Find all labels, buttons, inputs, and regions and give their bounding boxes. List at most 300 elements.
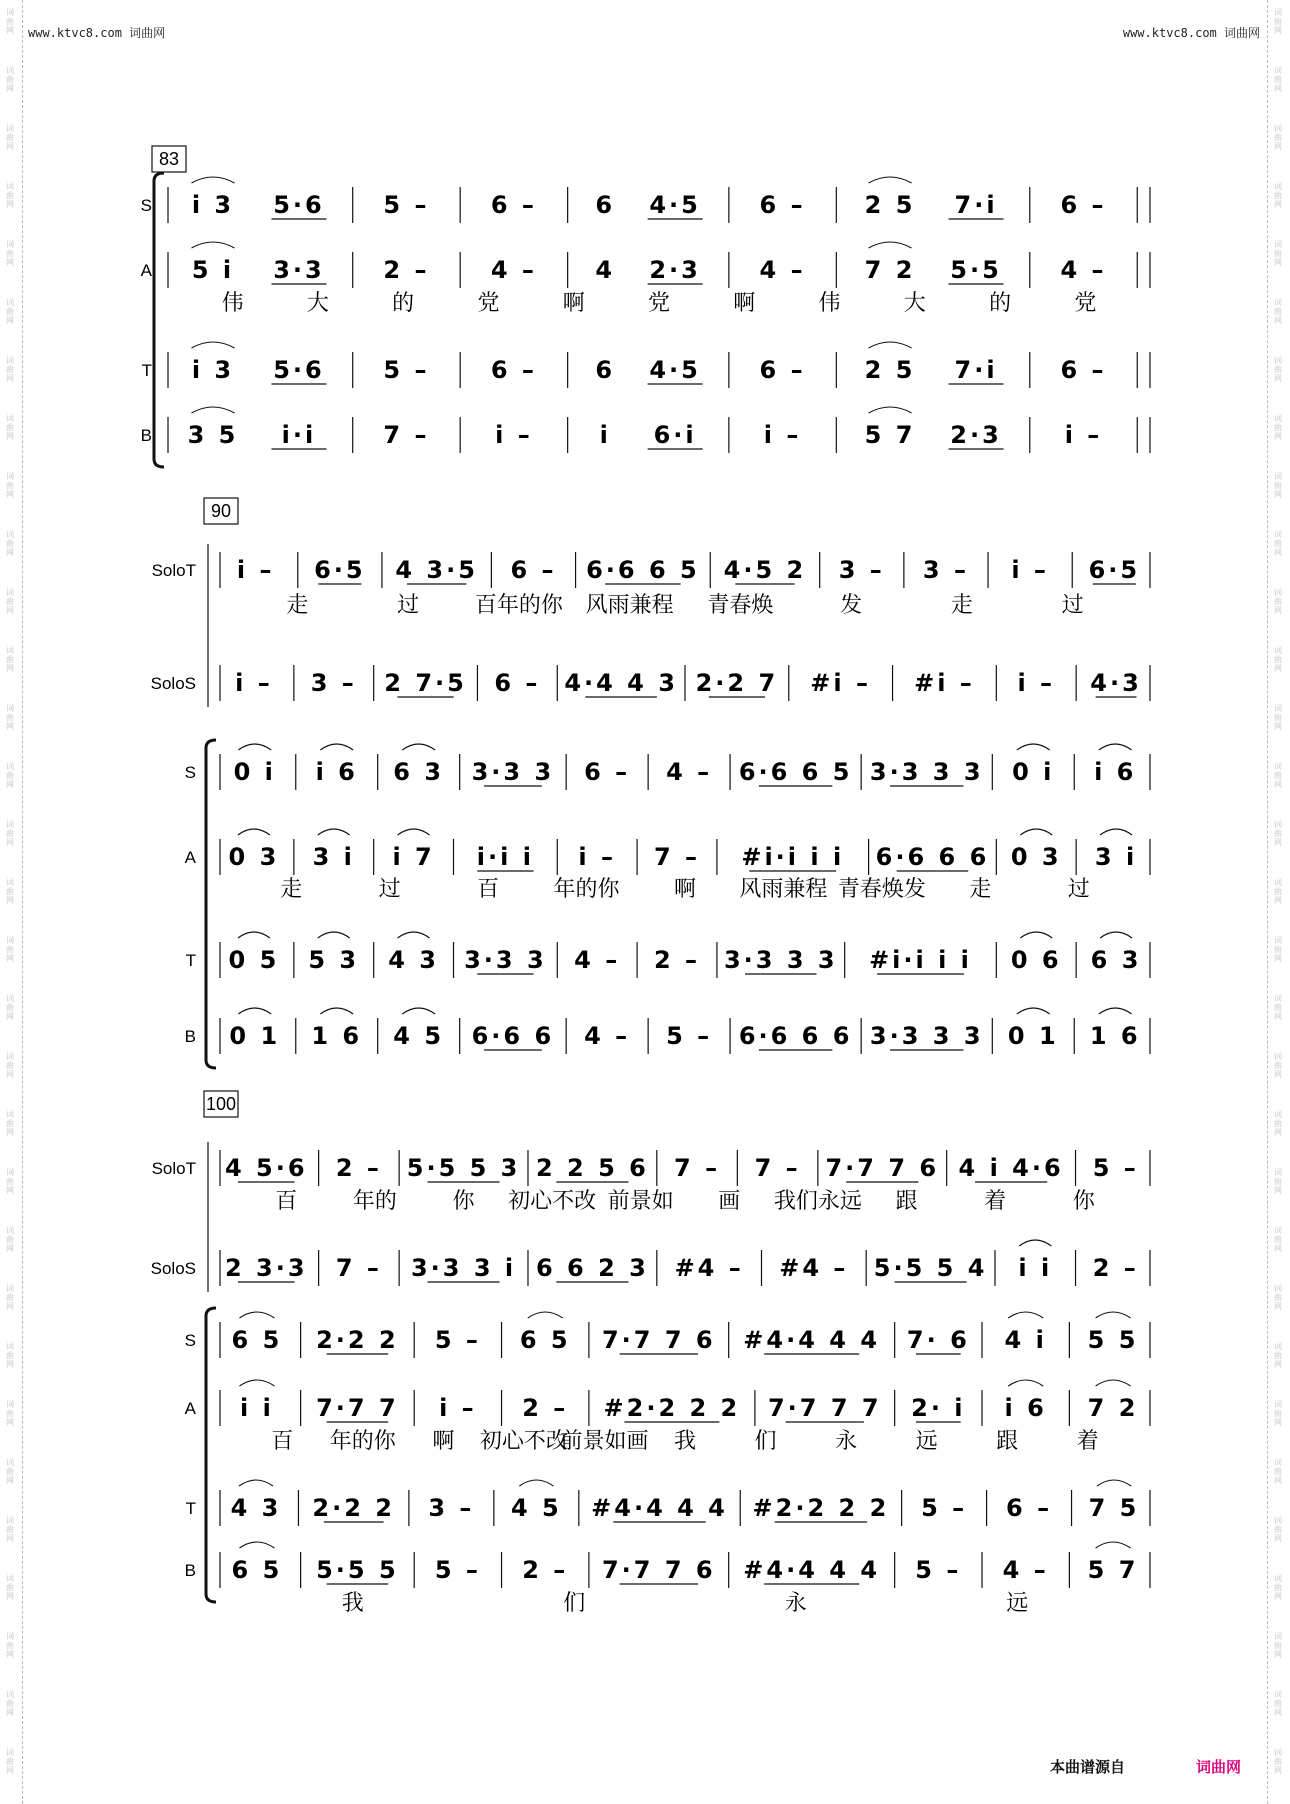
note-group: 6·i xyxy=(653,421,697,449)
note-group: 6 – xyxy=(1060,191,1107,219)
lyric-syllable: 前景如 xyxy=(607,1189,674,1214)
note-group: 3·3 3 3 xyxy=(869,1022,984,1050)
lyric-syllable: 初心不改 xyxy=(479,1429,568,1454)
note-group: 4 5 xyxy=(510,1494,562,1522)
note-group: 7 – xyxy=(674,1154,721,1182)
watermark-text: 词 曲 网 xyxy=(6,1748,14,1775)
watermark-text: 词 曲 网 xyxy=(1274,878,1282,905)
lyric-syllable: 我们永远 xyxy=(773,1189,862,1214)
note-group: 5 7 xyxy=(864,421,916,449)
note-group: #4 – xyxy=(674,1254,744,1282)
note-group: 5 3 xyxy=(308,946,360,974)
lyric-syllable: 跟 xyxy=(895,1189,918,1214)
note-group: 4 xyxy=(595,256,616,284)
watermark-text: 词 曲 网 xyxy=(6,1342,14,1369)
note-group: i i xyxy=(1018,1254,1053,1282)
note-group: 4 – xyxy=(759,256,806,284)
note-group: 7 5 xyxy=(1088,1494,1140,1522)
lyric-syllable: 过 xyxy=(397,593,420,618)
note-group: 6 – xyxy=(759,191,806,219)
watermark-text: 词 曲 网 xyxy=(6,414,14,441)
note-group: 1 6 xyxy=(311,1022,363,1050)
note-group: 2 7·5 xyxy=(384,669,467,697)
note-group: 3 i xyxy=(312,843,355,871)
note-group: 3·3 3 i xyxy=(410,1254,517,1282)
note-group: 2 5 xyxy=(864,191,916,219)
note-group: #4·4 4 4 xyxy=(743,1556,881,1584)
note-group: 5 – xyxy=(434,1556,481,1584)
lyric-syllable: 们 xyxy=(563,1591,586,1616)
watermark-text: 词 曲 网 xyxy=(6,762,14,789)
note-group: 2 – xyxy=(383,256,430,284)
watermark-text: 词 曲 网 xyxy=(1274,1110,1282,1137)
lyric-syllable: 百 xyxy=(477,877,500,902)
watermark-text: 词 曲 网 xyxy=(1274,1400,1282,1427)
note-group: #4·4 4 4 xyxy=(743,1326,881,1354)
watermark-text: 词 曲 网 xyxy=(6,646,14,673)
watermark-text: 词 曲 网 xyxy=(1274,704,1282,731)
lyric-syllable: 过 xyxy=(378,877,401,902)
note-group: 3 5 xyxy=(187,421,239,449)
slur xyxy=(1020,829,1052,835)
note-group: 4 3·5 xyxy=(395,556,478,584)
note-group: 0 3 xyxy=(1010,843,1062,871)
lyric-syllable: 跟 xyxy=(996,1429,1019,1454)
slur xyxy=(519,1480,553,1486)
watermark-text: 词 曲 网 xyxy=(1274,588,1282,615)
note-group: 4·4 4 3 xyxy=(564,669,678,697)
part-label: SoloS xyxy=(150,674,196,693)
part-label: B xyxy=(140,426,152,445)
note-group: #2·2 2 2 xyxy=(603,1394,741,1422)
slur xyxy=(318,932,350,938)
note-group: 7 2 xyxy=(1087,1394,1139,1422)
system-bracket xyxy=(206,1308,216,1602)
header-site-right[interactable]: www.ktvc8.com 词曲网 xyxy=(1122,26,1260,40)
part-label: S xyxy=(184,763,196,782)
lyric-syllable: 走 xyxy=(950,593,973,618)
watermark-text: 词 曲 网 xyxy=(1274,182,1282,209)
watermark-text: 词 曲 网 xyxy=(1274,1632,1282,1659)
note-group: 5 – xyxy=(1092,1154,1139,1182)
note-group: 5·5 5 xyxy=(316,1556,399,1584)
note-group: 5 – xyxy=(434,1326,481,1354)
note-group: 6·6 6 6 xyxy=(875,843,990,871)
watermark-text: 词 曲 网 xyxy=(6,704,14,731)
footer-source-label: 本曲谱源自 xyxy=(1050,1759,1126,1776)
note-group: 5 – xyxy=(921,1494,968,1522)
note-group: #i·i i i xyxy=(869,946,972,974)
watermark-text: 词 曲 网 xyxy=(1274,1690,1282,1717)
slur xyxy=(318,829,350,835)
watermark-text: 词 曲 网 xyxy=(6,124,14,151)
note-group: 6 5 xyxy=(231,1326,283,1354)
part-label: S xyxy=(140,196,152,215)
lyric-syllable: 啊 xyxy=(673,877,697,902)
watermark-text: 词 曲 网 xyxy=(1274,414,1282,441)
note-group: 5·5 xyxy=(950,256,1002,284)
watermark-text: 词 曲 网 xyxy=(6,1516,14,1543)
part-label: B xyxy=(184,1561,196,1580)
note-group: i – xyxy=(1011,556,1049,584)
note-group: 7·i xyxy=(954,191,998,219)
slur xyxy=(191,342,234,348)
note-group: i – xyxy=(235,669,273,697)
note-group: 3 – xyxy=(428,1494,475,1522)
slur xyxy=(869,242,912,248)
watermark-text: 词 曲 网 xyxy=(1274,994,1282,1021)
watermark-text: 词 曲 网 xyxy=(6,8,14,35)
watermark-text: 词 曲 网 xyxy=(1274,8,1282,35)
lyric-syllable: 走 xyxy=(286,593,309,618)
note-group: 6 – xyxy=(490,356,537,384)
slur xyxy=(1017,744,1050,750)
note-group: 3·3 3 3 xyxy=(869,758,984,786)
part-label: SoloT xyxy=(151,561,196,580)
note-group: 7·7 7 7 xyxy=(767,1394,882,1422)
lyric-syllable: 永 xyxy=(835,1429,858,1454)
lyric-syllable: 着 xyxy=(984,1189,1007,1214)
note-group: 0 i xyxy=(1012,758,1055,786)
lyric-syllable: 年的你 xyxy=(329,1429,396,1454)
slur xyxy=(869,177,912,183)
note-group: 2 – xyxy=(335,1154,382,1182)
note-group: 0 3 xyxy=(228,843,280,871)
watermark-text: 词 曲 网 xyxy=(6,588,14,615)
note-group: i 6 xyxy=(1004,1394,1047,1422)
slur xyxy=(1096,1380,1131,1386)
note-group: i 3 xyxy=(191,356,235,384)
slur xyxy=(1099,744,1132,750)
watermark-text: 词 曲 网 xyxy=(6,356,14,383)
part-label: T xyxy=(141,361,152,380)
watermark-text: 词 曲 网 xyxy=(1274,1052,1282,1079)
watermark-text: 词 曲 网 xyxy=(6,936,14,963)
lyric-syllable: 啊 xyxy=(733,291,756,316)
lyric-syllable: 百 xyxy=(271,1429,294,1454)
slur xyxy=(869,342,912,348)
lyric-syllable: 百年的你 xyxy=(474,593,563,618)
watermark-text: 词 曲 网 xyxy=(6,472,14,499)
watermark-text: 词 曲 网 xyxy=(6,820,14,847)
note-group: 6 – xyxy=(1006,1494,1053,1522)
note-group: 4 5 xyxy=(393,1022,445,1050)
note-group: 3 i xyxy=(1094,843,1138,871)
note-group: 7 – xyxy=(754,1154,801,1182)
note-group: 5 – xyxy=(383,356,430,384)
note-group: 2 – xyxy=(1092,1254,1139,1282)
note-group: 0 1 xyxy=(1007,1022,1059,1050)
note-group: i 7 xyxy=(392,843,435,871)
note-group: 3·3 3 xyxy=(464,946,547,974)
note-group: 6 – xyxy=(759,356,806,384)
note-group: 4 – xyxy=(1060,256,1107,284)
note-group: 4 i xyxy=(1004,1326,1047,1354)
lyric-syllable: 过 xyxy=(1061,593,1084,618)
watermark-text: 词 曲 网 xyxy=(1274,124,1282,151)
slur xyxy=(1020,932,1052,938)
note-group: 5 – xyxy=(666,1022,713,1050)
part-label: T xyxy=(185,951,196,970)
note-group: 7·7 7 xyxy=(316,1394,399,1422)
watermark-text: 词 曲 网 xyxy=(1274,240,1282,267)
note-group: #i – xyxy=(914,669,975,697)
lyric-syllable: 走 xyxy=(280,877,303,902)
note-group: 7·i xyxy=(954,356,998,384)
lyric-syllable: 的 xyxy=(989,291,1012,316)
note-group: i – xyxy=(763,421,802,449)
slur xyxy=(239,1380,274,1386)
note-group: #4·4 4 4 xyxy=(591,1494,728,1522)
lyric-syllable: 的 xyxy=(392,291,415,316)
lyric-syllable: 远 xyxy=(915,1429,938,1454)
slur xyxy=(191,177,234,183)
lyric-syllable: 初心不改 xyxy=(508,1189,597,1214)
note-group: 2·3 xyxy=(950,421,1002,449)
slur xyxy=(1100,829,1132,835)
lyric-syllable: 青春焕发 xyxy=(837,877,926,902)
slur xyxy=(1097,1480,1131,1486)
part-label: T xyxy=(185,1499,196,1518)
note-group: 6·6 6 6 xyxy=(738,1022,853,1050)
slur xyxy=(238,1008,271,1014)
watermark-text: 词 曲 网 xyxy=(1274,646,1282,673)
part-label: A xyxy=(184,848,196,867)
note-group: 4·5 xyxy=(649,191,701,219)
note-group: 4·3 xyxy=(1090,669,1142,697)
header-site-left[interactable]: www.ktvc8.com 词曲网 xyxy=(28,26,166,40)
watermark-text: 词 曲 网 xyxy=(6,1052,14,1079)
lyric-syllable: 走 xyxy=(969,877,992,902)
note-group: 3 – xyxy=(310,669,357,697)
note-group: 2 – xyxy=(522,1556,569,1584)
note-group: 6 3 xyxy=(393,758,445,786)
note-group: 4 i 4·6 xyxy=(958,1154,1064,1182)
watermark-text: 词 曲 网 xyxy=(6,1458,14,1485)
note-group: 6 5 xyxy=(519,1326,571,1354)
note-group: 6 – xyxy=(490,191,537,219)
watermark-text: 词 曲 网 xyxy=(6,530,14,557)
note-group: 5 – xyxy=(915,1556,962,1584)
slur xyxy=(320,1008,353,1014)
lyric-syllable: 大 xyxy=(903,291,926,316)
measure-number: 90 xyxy=(210,501,232,521)
watermark-text: 词 曲 网 xyxy=(1274,1226,1282,1253)
note-group: 7 – xyxy=(383,421,430,449)
watermark-text: 词 曲 网 xyxy=(1274,1574,1282,1601)
slur xyxy=(402,1008,435,1014)
note-group: 7 – xyxy=(653,843,701,871)
note-group: 7·7 7 6 xyxy=(601,1556,716,1584)
note-group: #i·i i i xyxy=(741,843,845,871)
note-group: i – xyxy=(1017,669,1056,697)
watermark-text: 词 曲 网 xyxy=(1274,762,1282,789)
watermark-text: 词 曲 网 xyxy=(1274,298,1282,325)
lyric-syllable: 党 xyxy=(1074,291,1097,316)
note-group: 0 5 xyxy=(228,946,280,974)
lyric-syllable: 年的 xyxy=(352,1189,397,1214)
note-group: 4 – xyxy=(1002,1556,1049,1584)
note-group: i – xyxy=(495,421,533,449)
watermark-text: 词 曲 网 xyxy=(1274,1284,1282,1311)
slur xyxy=(398,932,430,938)
note-group: i i xyxy=(240,1394,274,1422)
note-group: 4 – xyxy=(584,1022,631,1050)
note-group: 4 5·6 xyxy=(224,1154,308,1182)
note-group: i 6 xyxy=(315,758,358,786)
watermark-text: 词 曲 网 xyxy=(1274,356,1282,383)
note-group: 5 – xyxy=(383,191,430,219)
lyric-syllable: 伟 xyxy=(221,291,244,316)
slur xyxy=(1096,1312,1131,1318)
note-group: i·i xyxy=(281,421,317,449)
slur xyxy=(1019,1240,1051,1246)
note-group: #2·2 2 2 xyxy=(752,1494,890,1522)
note-group: 6 – xyxy=(1060,356,1107,384)
watermark-text: 词 曲 网 xyxy=(1274,1748,1282,1775)
watermark-text: 词 曲 网 xyxy=(6,240,14,267)
note-group: 3 – xyxy=(922,556,969,584)
slur xyxy=(869,407,912,413)
watermark-text: 词 曲 网 xyxy=(6,182,14,209)
part-label: A xyxy=(184,1399,196,1418)
note-group: 4 – xyxy=(666,758,713,786)
note-group: 6 xyxy=(595,356,616,384)
note-group: 7 – xyxy=(335,1254,382,1282)
note-group: 7·7 7 6 xyxy=(825,1154,940,1182)
note-group: 2·2 2 xyxy=(316,1326,399,1354)
note-group: 2·2 2 xyxy=(312,1494,395,1522)
watermark-text: 词 曲 网 xyxy=(6,1690,14,1717)
lyric-syllable: 过 xyxy=(1067,877,1090,902)
lyric-syllable: 啊 xyxy=(432,1429,455,1454)
note-group: 0 i xyxy=(233,758,276,786)
lyric-syllable: 百 xyxy=(275,1189,298,1214)
slur xyxy=(1100,932,1132,938)
part-label: A xyxy=(140,261,152,280)
lyric-syllable: 党 xyxy=(647,291,671,316)
note-group: 2 2 5 6 xyxy=(535,1154,649,1182)
lyric-syllable: 永 xyxy=(784,1591,807,1616)
slur xyxy=(320,744,353,750)
note-group: 6 5 xyxy=(231,1556,283,1584)
note-group: 4 3 xyxy=(230,1494,282,1522)
slur xyxy=(1099,1008,1132,1014)
system-bracket xyxy=(206,740,216,1068)
watermark-text: 词 曲 网 xyxy=(6,878,14,905)
note-group: 4 – xyxy=(574,946,621,974)
lyric-syllable: 画 xyxy=(718,1189,741,1214)
watermark-text: 词 曲 网 xyxy=(6,1168,14,1195)
lyric-syllable: 你 xyxy=(452,1189,475,1214)
lyric-syllable: 们 xyxy=(754,1429,777,1454)
note-group: 5 7 xyxy=(1087,1556,1139,1584)
slur xyxy=(398,829,430,835)
note-group: 6·6 6 xyxy=(471,1022,555,1050)
note-group: 6 – xyxy=(494,669,541,697)
watermark-text: 词 曲 网 xyxy=(6,1632,14,1659)
system-bracket xyxy=(154,173,164,467)
note-group: 5·5 5 4 xyxy=(873,1254,988,1282)
slur xyxy=(239,1312,274,1318)
lyric-syllable: 青春焕 xyxy=(707,593,774,618)
note-group: i – xyxy=(236,556,275,584)
note-group: 4·5 xyxy=(649,356,701,384)
watermark-text: 词 曲 网 xyxy=(1274,472,1282,499)
measure-number: 100 xyxy=(205,1094,237,1114)
note-group: i – xyxy=(439,1394,477,1422)
note-group: 6 xyxy=(595,191,616,219)
lyric-syllable: 伟 xyxy=(818,291,841,316)
note-group: 5·6 xyxy=(273,356,325,384)
note-group: #i – xyxy=(810,669,872,697)
watermark-text: 词 曲 网 xyxy=(1274,1458,1282,1485)
note-group: 5 i xyxy=(191,256,235,284)
lyric-syllable: 我 xyxy=(341,1591,364,1616)
watermark-text: 词 曲 网 xyxy=(1274,1168,1282,1195)
slur xyxy=(238,829,270,835)
slur xyxy=(1008,1312,1043,1318)
lyric-syllable: 我 xyxy=(673,1429,697,1454)
lyric-syllable: 风雨兼程 xyxy=(739,877,828,902)
footer-brand-link[interactable]: 词曲网 xyxy=(1196,1759,1242,1776)
note-group: 2· i xyxy=(911,1394,966,1422)
watermark-text: 词 曲 网 xyxy=(6,1574,14,1601)
note-group: i – xyxy=(578,843,616,871)
slur xyxy=(239,1542,274,1548)
note-group: i 3 xyxy=(191,191,235,219)
watermark-text: 词 曲 网 xyxy=(6,1110,14,1137)
part-label: SoloT xyxy=(151,1159,196,1178)
note-group: 7· 6 xyxy=(906,1326,970,1354)
lyric-syllable: 远 xyxy=(1006,1591,1029,1616)
watermark-text: 词 曲 网 xyxy=(6,1284,14,1311)
lyric-syllable: 党 xyxy=(477,291,500,316)
lyric-syllable: 前景如画 xyxy=(560,1429,649,1454)
watermark-text: 词 曲 网 xyxy=(1274,66,1282,93)
watermark-text: 词 曲 网 xyxy=(6,1400,14,1427)
note-group: i·i i xyxy=(476,843,534,871)
part-label: B xyxy=(184,1027,196,1046)
note-group: 2 3·3 xyxy=(224,1254,308,1282)
watermark-text: 词 曲 网 xyxy=(6,298,14,325)
note-group: i xyxy=(599,421,611,449)
note-group: 3 – xyxy=(838,556,885,584)
slur xyxy=(1017,1008,1050,1014)
watermark-text: 词 曲 网 xyxy=(6,66,14,93)
watermark-text: 词 曲 网 xyxy=(1274,530,1282,557)
lyric-syllable: 着 xyxy=(1076,1429,1099,1454)
lyric-syllable: 啊 xyxy=(562,291,585,316)
note-group: 4 – xyxy=(490,256,537,284)
note-group: 5·6 xyxy=(273,191,325,219)
note-group: 0 1 xyxy=(229,1022,281,1050)
slur xyxy=(402,744,435,750)
note-group: 6 6 2 3 xyxy=(535,1254,649,1282)
watermark-text: 词 曲 网 xyxy=(6,1226,14,1253)
note-group: 5 5 xyxy=(1087,1326,1139,1354)
note-group: 7·7 7 6 xyxy=(601,1326,716,1354)
note-group: 3·3 xyxy=(273,256,325,284)
lyric-syllable: 风雨兼程 xyxy=(585,593,674,618)
slur xyxy=(1008,1380,1043,1386)
note-group: 2·3 xyxy=(649,256,701,284)
note-group: 2 – xyxy=(522,1394,569,1422)
slur xyxy=(238,932,270,938)
note-group: 4·5 2 xyxy=(723,556,807,584)
note-group: 2 – xyxy=(653,946,701,974)
slur xyxy=(1096,1542,1131,1548)
